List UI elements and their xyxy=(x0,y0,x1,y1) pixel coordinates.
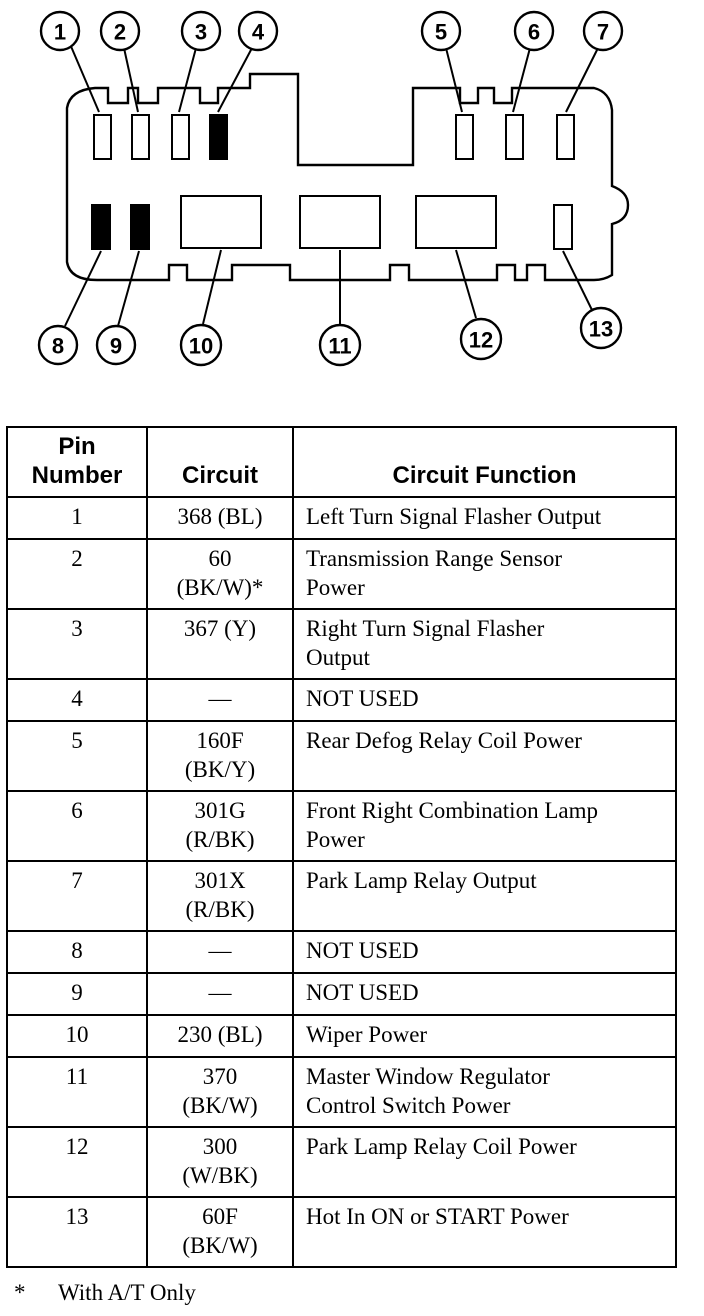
footnote-mark: * xyxy=(14,1280,26,1305)
circuit-function-cell: NOT USED xyxy=(293,973,676,1015)
table-row xyxy=(7,539,676,609)
circuit-function-cell: Rear Defog Relay Coil Power xyxy=(293,721,676,791)
circuit-function-cell: Right Turn Signal Flasher Output xyxy=(293,609,676,679)
pin-number-cell: 3 xyxy=(7,609,147,679)
table-row xyxy=(7,1057,676,1127)
pin-table-header xyxy=(7,427,676,497)
pin-13-slot xyxy=(554,205,572,249)
pin-number-cell: 10 xyxy=(7,1015,147,1057)
pin-number-cell: 4 xyxy=(7,679,147,721)
table-row xyxy=(7,791,676,861)
leader-lines xyxy=(65,44,598,326)
circuit-cell: 368 (BL) xyxy=(147,497,293,539)
pin-6-slot xyxy=(506,115,523,159)
connector-housing xyxy=(67,74,628,280)
callout-6-label: 6 xyxy=(527,19,541,45)
pin-number-cell: 1 xyxy=(7,497,147,539)
circuit-function-cell: Park Lamp Relay Output xyxy=(293,861,676,931)
table-row xyxy=(7,931,676,973)
pin-10-slot xyxy=(181,196,261,248)
header-circuit: Circuit xyxy=(147,427,293,497)
circuit-function-cell: Hot In ON or START Power xyxy=(293,1197,676,1267)
callout-10-label: 10 xyxy=(188,333,214,359)
pin-number-cell: 9 xyxy=(7,973,147,1015)
table-row xyxy=(7,609,676,679)
circuit-function-cell: Wiper Power xyxy=(293,1015,676,1057)
circuit-cell: 60F (BK/W) xyxy=(147,1197,293,1267)
circuit-cell: 370 (BK/W) xyxy=(147,1057,293,1127)
circuit-function-cell: Left Turn Signal Flasher Output xyxy=(293,497,676,539)
callout-2-label: 2 xyxy=(113,19,127,45)
pin-number-cell: 12 xyxy=(7,1127,147,1197)
callout-9-label: 9 xyxy=(109,333,123,359)
callout-4-label: 4 xyxy=(251,19,265,45)
pin-number-cell: 11 xyxy=(7,1057,147,1127)
circuit-cell: 230 (BL) xyxy=(147,1015,293,1057)
circuit-cell: — xyxy=(147,679,293,721)
connector-diagram xyxy=(0,0,704,400)
table-row xyxy=(7,1127,676,1197)
pin-1-slot xyxy=(94,115,111,159)
callout-5-label: 5 xyxy=(434,19,448,45)
pin-number-cell: 8 xyxy=(7,931,147,973)
callout-11-label: 11 xyxy=(328,333,352,359)
pin-3-slot xyxy=(172,115,189,159)
table-row xyxy=(7,861,676,931)
circuit-function-cell: Front Right Combination Lamp Power xyxy=(293,791,676,861)
pin-2-slot xyxy=(132,115,149,159)
pin-number-cell: 6 xyxy=(7,791,147,861)
circuit-cell: — xyxy=(147,931,293,973)
circuit-cell: 301G (R/BK) xyxy=(147,791,293,861)
callout-3-label: 3 xyxy=(194,19,208,45)
circuit-cell: 367 (Y) xyxy=(147,609,293,679)
pin-11-slot xyxy=(300,196,380,248)
header-pin-number: Pin Number xyxy=(7,427,147,497)
circuit-function-cell: NOT USED xyxy=(293,931,676,973)
pin-4-slot xyxy=(210,115,227,159)
circuit-function-cell: Master Window Regulator Control Switch Power xyxy=(293,1057,676,1127)
callout-12-label: 12 xyxy=(468,327,494,353)
pin-7-slot xyxy=(557,115,574,159)
callout-7-label: 7 xyxy=(596,19,610,45)
table-row xyxy=(7,973,676,1015)
circuit-function-cell: Park Lamp Relay Coil Power xyxy=(293,1127,676,1197)
circuit-cell: 300 (W/BK) xyxy=(147,1127,293,1197)
table-row xyxy=(7,679,676,721)
table-row xyxy=(7,1197,676,1267)
table-row xyxy=(7,1015,676,1057)
pin-number-cell: 2 xyxy=(7,539,147,609)
pin-8-slot xyxy=(92,205,110,249)
circuit-function-cell: Transmission Range Sensor Power xyxy=(293,539,676,609)
footnote xyxy=(14,1280,196,1306)
circuit-cell: — xyxy=(147,973,293,1015)
circuit-function-cell: NOT USED xyxy=(293,679,676,721)
footnote-text: With A/T Only xyxy=(58,1280,196,1305)
pin-12-slot xyxy=(416,196,496,248)
pin-number-cell: 5 xyxy=(7,721,147,791)
callout-13-label: 13 xyxy=(588,316,614,342)
table-row xyxy=(7,497,676,539)
header-circuit-function: Circuit Function xyxy=(293,427,676,497)
pin-9-slot xyxy=(131,205,149,249)
pin-5-slot xyxy=(456,115,473,159)
callout-1-label: 1 xyxy=(53,19,67,45)
table-row xyxy=(7,721,676,791)
circuit-cell: 160F (BK/Y) xyxy=(147,721,293,791)
circuit-cell: 60 (BK/W)* xyxy=(147,539,293,609)
callout-8-label: 8 xyxy=(51,333,65,359)
pin-number-cell: 13 xyxy=(7,1197,147,1267)
pin-number-cell: 7 xyxy=(7,861,147,931)
pin-table xyxy=(6,426,677,1268)
circuit-cell: 301X (R/BK) xyxy=(147,861,293,931)
